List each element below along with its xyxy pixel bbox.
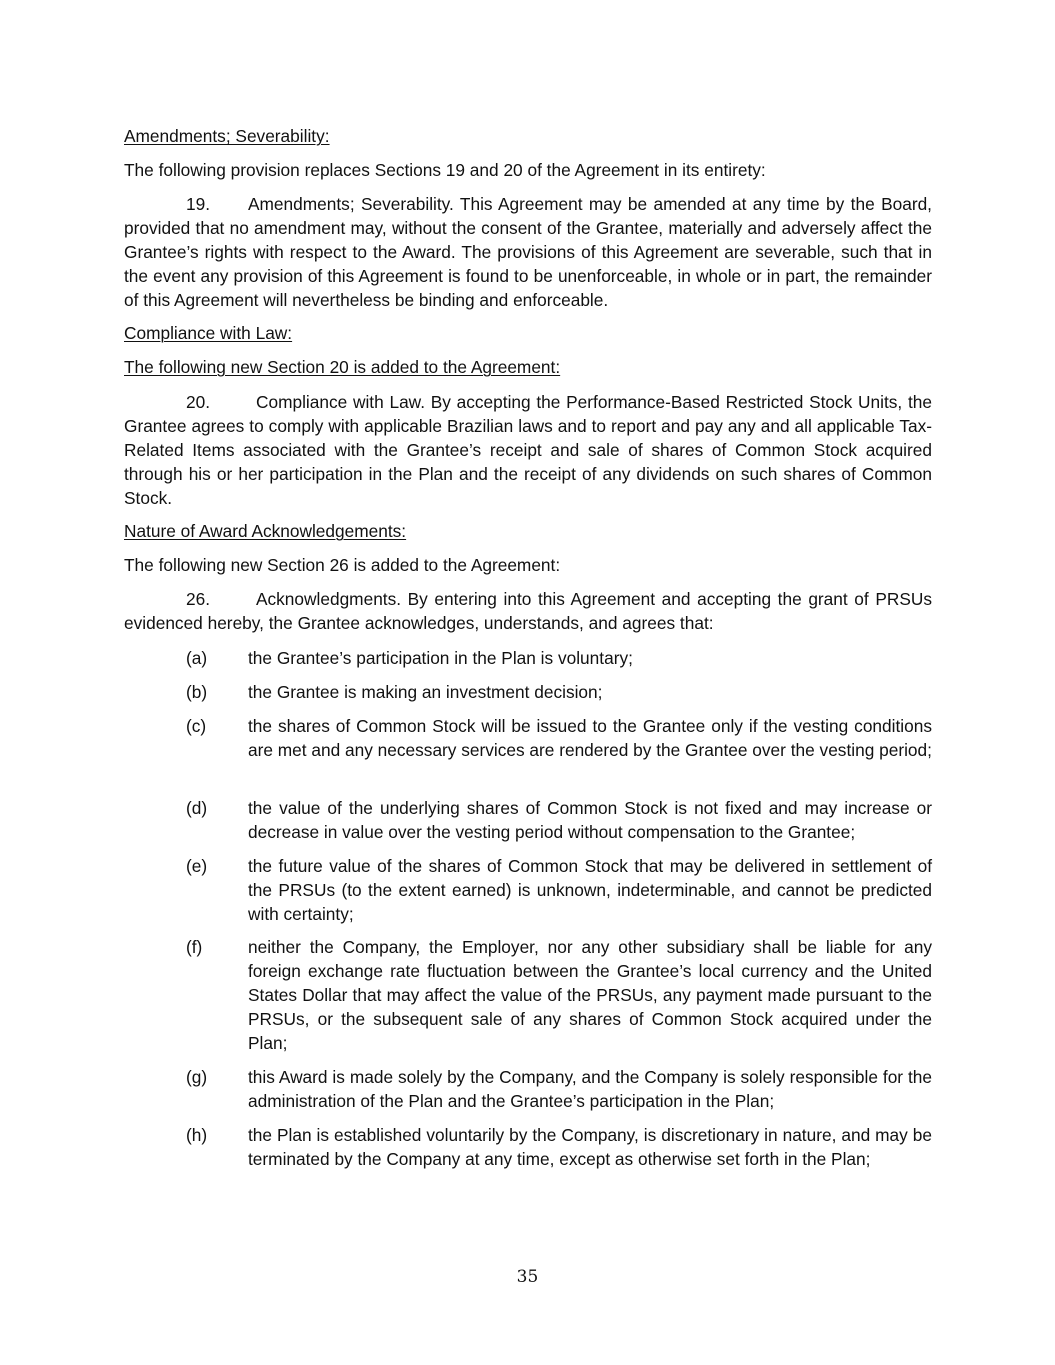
list-item-text: neither the Company, the Employer, nor any other subsidiary shall be liable for any foreign exchange rate fluctuation between the Grantee’s local currency and the United States Dollar that may affect the value of the PRSUs, any payment made pursuant to the PRSUs, or the subsequent sale of any shares of Common Stock acquired under the Plan;: [248, 937, 932, 1053]
list-item-label: (g): [186, 1067, 208, 1087]
section-20-paragraph: [124, 390, 932, 510]
section-26-paragraph: [124, 587, 932, 635]
list-item-text: the Plan is established voluntarily by the Company, is discretionary in nature, and may be terminated by the Company at any time, except as otherwise set forth in the Plan;: [248, 1125, 932, 1169]
list-item-text: the future value of the shares of Common Stock that may be delivered in settlement of the PRSUs (to the extent earned) is unknown, indeterminable, and cannot be predicted with certainty;: [248, 856, 932, 924]
list-item-label: (e): [186, 856, 208, 876]
section-20-number: 20.: [186, 392, 211, 412]
list-item-label: (h): [186, 1125, 208, 1145]
page-number: 35: [516, 1267, 539, 1287]
list-item-text: the value of the underlying shares of Common Stock is not fixed and may increase or decrease in value over the vesting period without compensation to the Grantee;: [248, 798, 932, 842]
list-item-label: (b): [186, 682, 208, 702]
list-item-text: the shares of Common Stock will be issued to the Grantee only if the vesting conditions are met and any necessary services are rendered by the Grantee over the vesting period;: [248, 716, 932, 760]
list-item-text: the Grantee’s participation in the Plan is voluntary;: [248, 648, 633, 668]
section-26-body: Acknowledgments. By entering into this Agreement and accepting the grant of PRSUs evidenced hereby, the Grantee acknowledges, understands, and agrees that:: [124, 589, 932, 633]
list-item-text: this Award is made solely by the Company, and the Company is solely responsible for the administration of the Plan and the Grantee’s participation in the Plan;: [248, 1067, 932, 1111]
section-19-number: 19.: [186, 194, 211, 214]
list-item-text: the Grantee is making an investment decision;: [248, 682, 603, 702]
section-19-paragraph: [124, 192, 932, 312]
amendments-heading: Amendments; Severability:: [124, 126, 330, 146]
list-item-label: (a): [186, 648, 208, 668]
list-item-label: (c): [186, 716, 207, 736]
section-19-body: Amendments; Severability. This Agreement may be amended at any time by the Board, provided that no amendment may, without the consent of the Grantee, materially and adversely affect the Grantee’s rights with respect to the Award. The provisions of this Agreement are severable, such that in the event any provision of this Agreement is found to be unenforceable, in whole or in part, the remainder of this Agreement will nevertheless be binding and enforceable.: [124, 194, 932, 310]
amendments-intro: The following provision replaces Sections 19 and 20 of the Agreement in its entirety:: [124, 160, 766, 180]
section-20-body: Compliance with Law. By accepting the Performance-Based Restricted Stock Units, the Grantee agrees to comply with applicable Brazilian laws and to report and pay any and all applicable Tax-Related Items associated with the Grantee’s receipt and sale of shares of Common Stock acquired through his or her participation in the Plan and the receipt of any dividends on such shares of Common Stock.: [124, 392, 932, 508]
section-26-number: 26.: [186, 589, 211, 609]
list-item-label: (f): [186, 937, 203, 957]
compliance-heading: Compliance with Law:: [124, 323, 293, 343]
nature-heading: Nature of Award Acknowledgements:: [124, 521, 407, 541]
list-item-label: (d): [186, 798, 208, 818]
nature-intro: The following new Section 26 is added to the Agreement:: [124, 555, 561, 575]
compliance-intro: The following new Section 20 is added to the Agreement:: [124, 357, 561, 377]
